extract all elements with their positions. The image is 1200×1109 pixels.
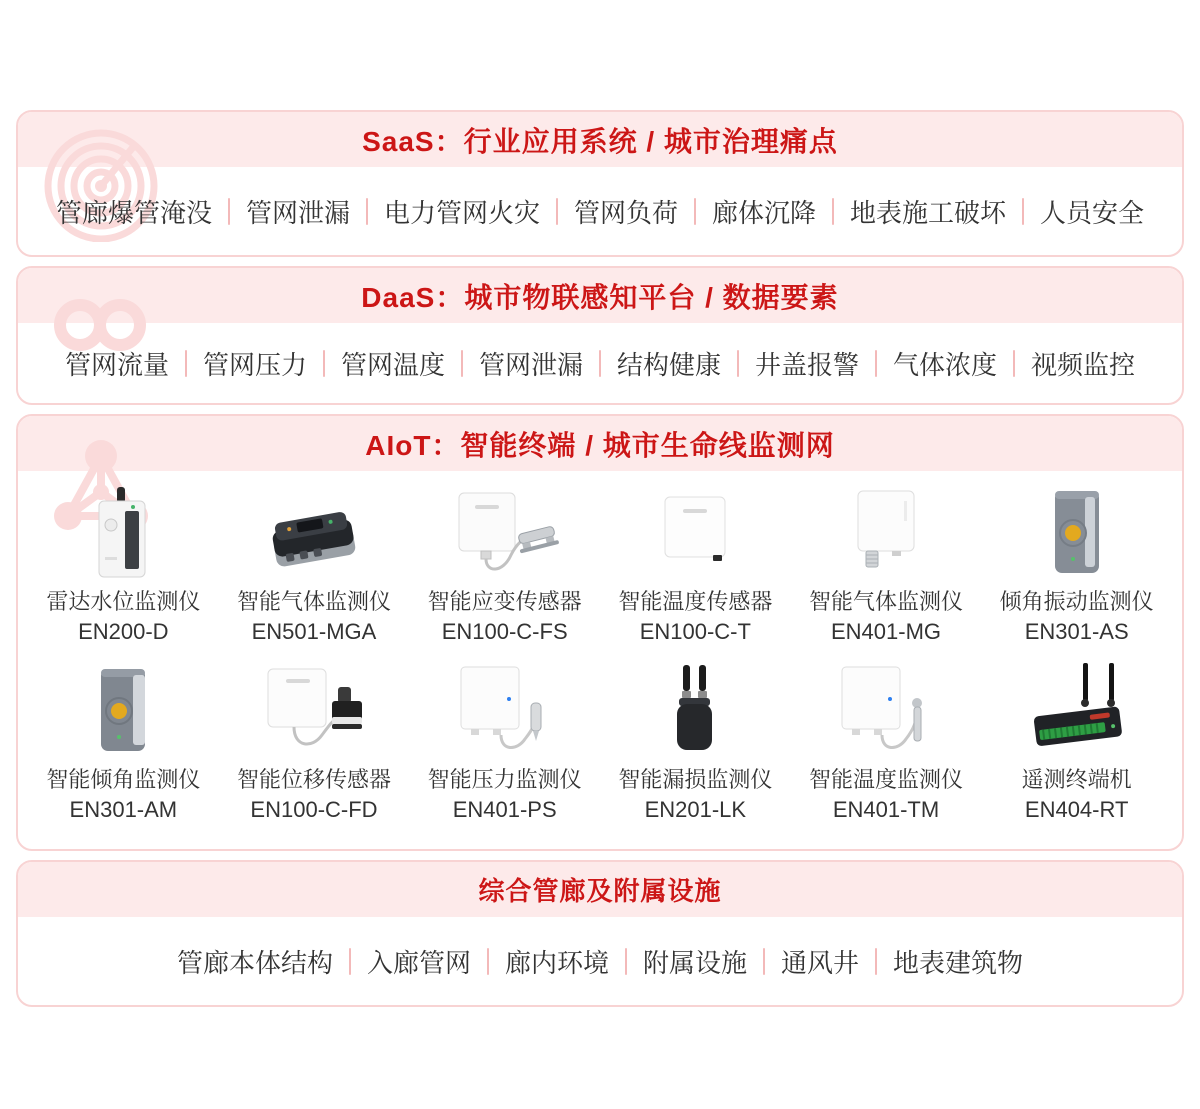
saas-header-band <box>18 112 1182 167</box>
daas-header-band <box>18 268 1182 323</box>
corridor-facilities-section <box>16 860 1184 1007</box>
device-tilt-monitor-icon <box>67 661 179 765</box>
corridor-item: 地表建筑物 <box>893 947 1024 978</box>
product-card <box>981 661 1172 825</box>
product-model: EN301-AM <box>69 797 178 822</box>
daas-item: 管网流量 <box>64 349 169 380</box>
separator <box>487 948 489 975</box>
saas-items-row <box>18 167 1182 255</box>
saas-item: 地表施工破坏 <box>850 197 1007 228</box>
separator <box>875 948 877 975</box>
separator <box>349 948 351 975</box>
product-name: 智能温度监测仪 <box>808 767 963 792</box>
product-model: EN401-PS <box>452 797 557 822</box>
device-temperature-monitor-icon <box>830 661 942 765</box>
separator <box>737 350 739 377</box>
daas-title: DaaS：城市物联感知平台 / 数据要素 <box>361 281 839 313</box>
aiot-section <box>16 414 1184 851</box>
product-model: EN401-TM <box>832 797 940 822</box>
product-card <box>981 483 1172 647</box>
product-card <box>409 661 600 825</box>
product-card <box>28 661 219 825</box>
corridor-item: 入廊管网 <box>366 947 471 978</box>
device-displacement-sensor-icon <box>258 661 370 765</box>
separator <box>599 350 601 377</box>
device-leak-monitor-icon <box>639 661 751 765</box>
separator <box>694 198 696 225</box>
product-name: 智能温度传感器 <box>618 589 773 614</box>
device-gas-monitor-flat-icon <box>258 483 370 587</box>
product-model: EN200-D <box>78 619 169 644</box>
saas-item: 管廊爆管淹没 <box>55 197 212 228</box>
separator <box>366 198 368 225</box>
product-name: 智能漏损监测仪 <box>618 767 773 792</box>
product-card <box>409 483 600 647</box>
corridor-title: 综合管廊及附属设施 <box>478 876 722 906</box>
product-model: EN401-MG <box>830 619 942 644</box>
daas-item: 气体浓度 <box>893 349 998 380</box>
product-model: EN301-AS <box>1024 619 1129 644</box>
separator <box>228 198 230 225</box>
separator <box>185 350 187 377</box>
product-model: EN100-C-FD <box>250 797 378 822</box>
daas-items-row <box>18 323 1182 403</box>
aiot-header-band <box>18 416 1182 471</box>
product-card <box>600 483 791 647</box>
daas-item: 井盖报警 <box>755 349 860 380</box>
product-card <box>219 661 410 825</box>
saas-item: 廊体沉降 <box>712 197 817 228</box>
separator <box>875 350 877 377</box>
corridor-item: 附属设施 <box>643 947 748 978</box>
daas-section <box>16 266 1184 405</box>
corridor-item: 管廊本体结构 <box>176 947 333 978</box>
product-name: 智能倾角监测仪 <box>46 767 201 792</box>
product-card <box>28 483 219 647</box>
product-model: EN501-MGA <box>251 619 377 644</box>
device-rtu-terminal-icon <box>1021 661 1133 765</box>
separator <box>556 198 558 225</box>
separator <box>832 198 834 225</box>
saas-item: 人员安全 <box>1040 197 1145 228</box>
separator <box>1022 198 1024 225</box>
separator <box>625 948 627 975</box>
device-strain-sensor-icon <box>449 483 561 587</box>
corridor-header-band <box>18 862 1182 917</box>
product-name: 智能应变传感器 <box>427 589 582 614</box>
corridor-item: 通风井 <box>781 947 860 978</box>
product-model: EN404-RT <box>1024 797 1129 822</box>
product-name: 遥测终端机 <box>1021 767 1132 792</box>
daas-item: 管网压力 <box>202 349 307 380</box>
product-name: 智能气体监测仪 <box>236 589 391 614</box>
saas-title: SaaS：行业应用系统 / 城市治理痛点 <box>362 125 838 157</box>
separator <box>763 948 765 975</box>
product-name: 智能压力监测仪 <box>427 767 582 792</box>
separator <box>323 350 325 377</box>
corridor-item: 廊内环境 <box>504 947 609 978</box>
product-card <box>791 483 982 647</box>
daas-item: 管网泄漏 <box>478 349 583 380</box>
saas-item: 电力管网火灾 <box>383 197 540 228</box>
separator <box>1013 350 1015 377</box>
device-gas-monitor-probe-icon <box>830 483 942 587</box>
device-temperature-sensor-icon <box>639 483 751 587</box>
product-name: 雷达水位监测仪 <box>46 589 201 614</box>
saas-section <box>16 110 1184 257</box>
daas-item: 视频监控 <box>1031 349 1136 380</box>
product-card <box>600 661 791 825</box>
product-card <box>219 483 410 647</box>
product-name: 智能气体监测仪 <box>808 589 963 614</box>
product-card <box>791 661 982 825</box>
product-model: EN100-C-FS <box>441 619 568 644</box>
device-pressure-monitor-icon <box>449 661 561 765</box>
product-grid <box>18 471 1182 849</box>
separator <box>461 350 463 377</box>
product-name: 智能位移传感器 <box>236 767 391 792</box>
product-model: EN201-LK <box>644 797 747 822</box>
product-name: 倾角振动监测仪 <box>999 589 1154 614</box>
device-tilt-vibration-icon <box>1021 483 1133 587</box>
device-radar-water-level-icon <box>67 483 179 587</box>
daas-item: 结构健康 <box>617 349 722 380</box>
saas-item: 管网泄漏 <box>245 197 350 228</box>
product-model: EN100-C-T <box>639 619 751 644</box>
daas-item: 管网温度 <box>340 349 445 380</box>
saas-item: 管网负荷 <box>573 197 678 228</box>
aiot-title: AIoT：智能终端 / 城市生命线监测网 <box>365 429 835 461</box>
corridor-items-row <box>18 917 1182 1005</box>
